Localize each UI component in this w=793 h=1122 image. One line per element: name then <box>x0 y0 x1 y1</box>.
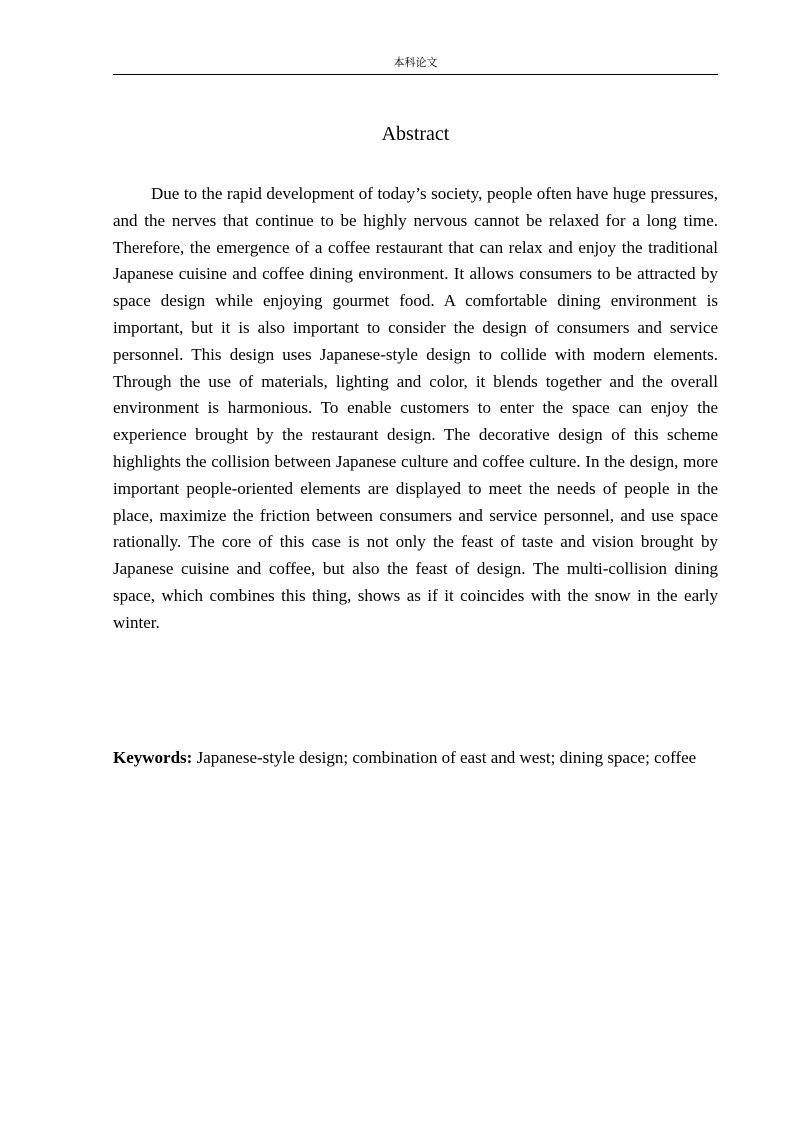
running-title: 本科论文 <box>393 56 438 69</box>
abstract-body: Due to the rapid development of today’s society, people often have huge pressures, and the nerves that continue to be highly nervous cannot be relaxed for a long time. Therefore, the emergence of a coffee restaurant that can relax and enjoy the traditional Japanese cuisine and coffee dining environment. It allows consumers to be attracted by space design while enjoying gourmet food. A comfortable dining environment is important, but it is also important to consider the design of consumers and service personnel. This design uses Japanese-style design to collide with modern elements. Through the use of materials, lighting and color, it blends together and the overall environment is harmonious. To enable customers to enter the space can enjoy the experience brought by the restaurant design. The decorative design of this scheme highlights the collision between Japanese culture and coffee culture. In the design, more important people-oriented elements are displayed to meet the needs of people in the place, maximize the friction between consumers and service personnel, and use space rationally. The core of this case is not only the feast of taste and vision brought by Japanese cuisine and coffee, but also the feast of design. The multi-collision dining space, which combines this thing, shows as if it coincides with the snow in the early winter. <box>113 184 718 632</box>
keywords-label: Keywords: <box>113 748 193 767</box>
keywords-paragraph <box>113 744 718 771</box>
page-header <box>113 56 718 75</box>
abstract-title: Abstract <box>381 123 450 145</box>
keywords-text: Japanese-style design; combination of east and west; dining space; coffee <box>192 748 697 767</box>
